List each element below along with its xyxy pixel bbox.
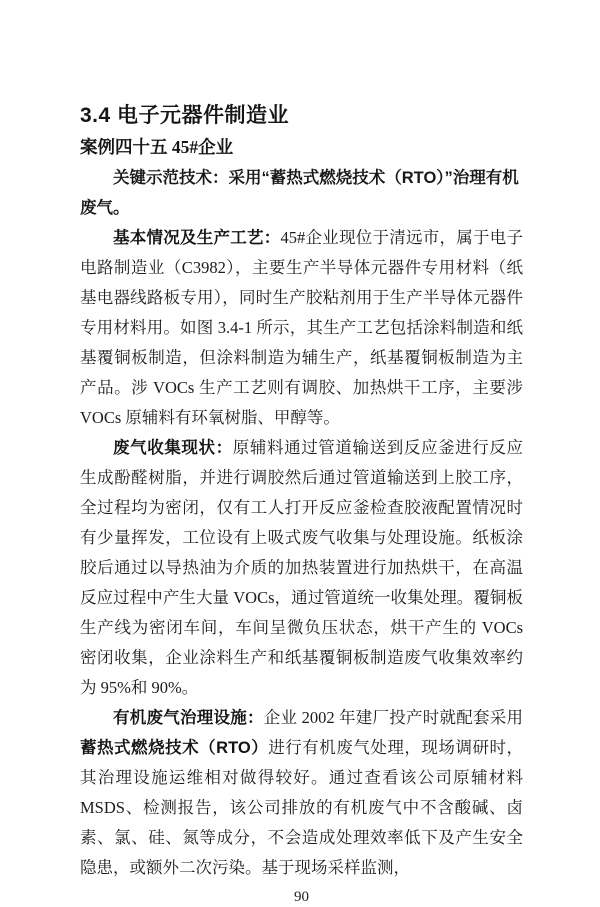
paragraph-treatment-facility-label: 有机废气治理设施：	[113, 709, 264, 727]
paragraph-basic-info-text: 45#企业现位于清远市，属于电子电路制造业（C3982），主要生产半导体元器件专用材料（纸基电器线路板专用），同时生产胶粘剂用于生产半导体元器件专用材料用。如图 3.4-1 所示，其生产工艺包括涂料制造和纸基覆铜板制造，但涂料制造为辅生产，纸基覆铜板制造为主产品。涉 VOCs 生产工艺则有调胶、加热烘干工序，主要涉 VOCs 原辅料有环氧树脂、甲醇等。	[80, 228, 523, 427]
page-number: 90	[294, 889, 309, 905]
paragraph-gas-collection	[80, 433, 523, 703]
paragraph-basic-info	[80, 223, 523, 433]
paragraph-basic-info-label: 基本情况及生产工艺：	[113, 229, 281, 247]
rto-technology-term: 蓄热式燃烧技术（RTO）	[80, 739, 269, 757]
paragraph-gas-collection-text: 原辅料通过管道输送到反应釜进行反应生成酚醛树脂，并进行调胶然后通过管道输送到上胶工序，全过程均为密闭，仅有工人打开反应釜检查胶液配置情况时有少量挥发，工位设有上吸式废气收集与处理设施。纸板涂胶后通过以导热油为介质的加热装置进行加热烘干，在高温反应过程中产生大量 VOCs，通过管道统一收集处理。覆铜板生产线为密闭车间，车间呈微负压状态，烘干产生的 VOCs 密闭收集，企业涂料生产和纸基覆铜板制造废气收集效率约为 95%和 90%。	[80, 438, 524, 697]
paragraph-treatment-facility-text-after: 进行有机废气处理，现场调研时，其治理设施运维相对做得较好。通过查看该公司原辅材料 MSDS、检测报告，该公司排放的有机废气中不含酸碱、卤素、氯、硅、氮等成分，不会造成处理效率低下及产生安全隐患，或额外二次污染。基于现场采样监测，	[80, 738, 524, 877]
key-technology-line: 关键示范技术：采用“蓄热式燃烧技术（RTO）”治理有机废气。	[80, 169, 519, 217]
paragraph-treatment-facility	[80, 703, 523, 883]
section-heading: 3.4 电子元器件制造业	[80, 104, 290, 127]
paragraph-gas-collection-label: 废气收集现状：	[113, 439, 233, 457]
paragraph-treatment-facility-text-before: 企业 2002 年建厂投产时就配套采用	[263, 708, 523, 727]
case-heading: 案例四十五 45#企业	[80, 137, 234, 157]
